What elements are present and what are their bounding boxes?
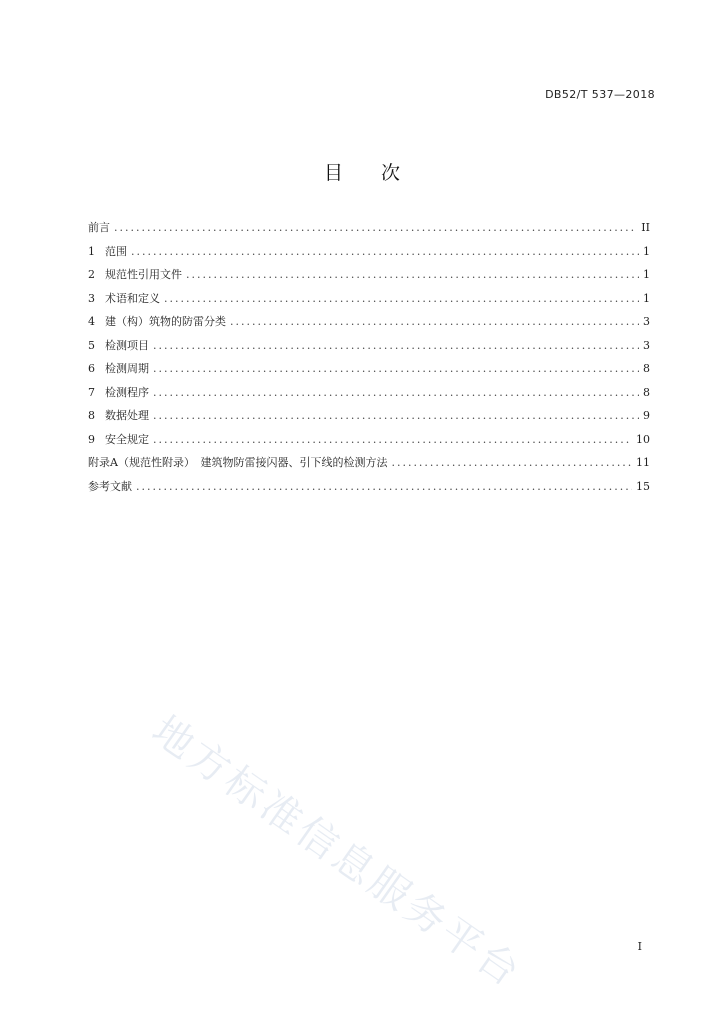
toc-entry-number: 4 [88, 315, 95, 328]
toc-leader-dots [391, 451, 632, 475]
toc-entry-bibliography[interactable] [88, 475, 650, 499]
toc-entry-page: II [641, 221, 650, 234]
toc-entry-label: 数据处理 [105, 409, 149, 422]
toc-leader-dots [136, 475, 632, 499]
toc-leader-dots [164, 287, 639, 311]
toc-entry-page: 15 [636, 479, 650, 493]
toc-entry-page: 1 [643, 244, 650, 258]
toc-leader-dots [153, 334, 639, 358]
toc-entry-label: 附录A（规范性附录） 建筑物防雷接闪器、引下线的检测方法 [88, 456, 388, 469]
toc-title [0, 158, 724, 185]
toc-leader-dots [153, 357, 639, 381]
toc-entry-page: 10 [636, 432, 650, 446]
toc-entry-label: 参考文献 [88, 479, 132, 493]
toc-entry-page: 9 [643, 409, 650, 422]
toc-entry-page: 1 [643, 268, 650, 281]
toc-entry-label: 规范性引用文件 [105, 268, 182, 281]
toc-entry-page: 11 [636, 456, 650, 469]
toc-list [88, 216, 650, 498]
toc-entry-number: 9 [88, 432, 95, 446]
toc-entry-appendix-a[interactable] [88, 451, 650, 475]
toc-leader-dots [186, 263, 639, 287]
toc-entry-page: 3 [643, 315, 650, 328]
toc-entry-page: 3 [643, 338, 650, 352]
toc-title-right: 次 [381, 162, 401, 184]
toc-entry-data-processing[interactable] [88, 404, 650, 428]
toc-entry-page: 8 [643, 385, 650, 399]
toc-entry-inspection-items[interactable] [88, 334, 650, 358]
toc-entry-number: 5 [88, 338, 95, 352]
toc-entry-label: 范围 [105, 244, 127, 258]
toc-entry-label: 前言 [88, 221, 110, 234]
toc-leader-dots [230, 310, 639, 334]
toc-entry-label: 检测程序 [105, 385, 149, 399]
toc-entry-number: 6 [88, 362, 95, 375]
toc-entry-label: 安全规定 [105, 432, 149, 446]
toc-entry-number: 1 [88, 244, 95, 258]
toc-entry-terms-definitions[interactable] [88, 287, 650, 311]
toc-entry-label: 检测周期 [105, 362, 149, 375]
toc-entry-label: 术语和定义 [105, 291, 160, 305]
toc-entry-number: 3 [88, 291, 95, 305]
toc-entry-page: 1 [643, 291, 650, 305]
toc-leader-dots [153, 404, 639, 428]
toc-entry-label: 检测项目 [105, 338, 149, 352]
toc-entry-label: 建（构）筑物的防雷分类 [105, 315, 226, 328]
toc-entry-page: 8 [643, 362, 650, 375]
toc-entry-inspection-procedure[interactable] [88, 381, 650, 405]
toc-entry-foreword[interactable] [88, 216, 650, 240]
toc-entry-number: 7 [88, 385, 95, 399]
toc-leader-dots [131, 240, 639, 264]
toc-entry-lightning-classification[interactable] [88, 310, 650, 334]
toc-leader-dots [114, 216, 637, 240]
toc-entry-safety-provisions[interactable] [88, 428, 650, 452]
toc-entry-number: 8 [88, 409, 95, 422]
toc-entry-inspection-cycle[interactable] [88, 357, 650, 381]
toc-leader-dots [153, 381, 639, 405]
toc-entry-number: 2 [88, 268, 95, 281]
watermark: 地方标准信息服务平台 [143, 707, 531, 998]
page-number: I [637, 940, 642, 953]
toc-leader-dots [153, 428, 632, 452]
document-code: DB52/T 537—2018 [545, 88, 655, 101]
toc-title-left: 目 [323, 162, 343, 184]
toc-entry-scope[interactable] [88, 240, 650, 264]
toc-entry-normative-references[interactable] [88, 263, 650, 287]
